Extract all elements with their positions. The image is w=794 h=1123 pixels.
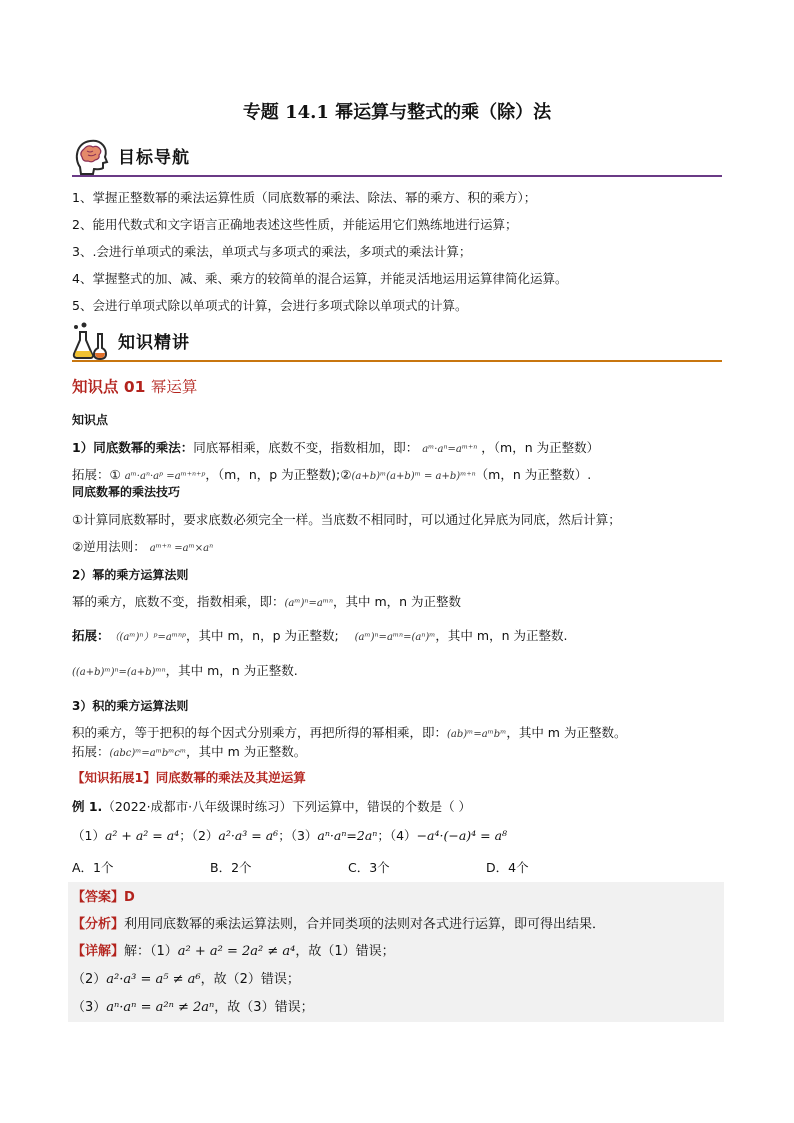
extension-title: 【知识拓展1】同底数幂的乘法及其逆运算: [72, 770, 306, 785]
example-source: （2022·成都市·八年级课时练习）下列运算中，错误的个数是（ ）: [102, 799, 472, 814]
condition: ，其中 m 为正整数。: [506, 725, 627, 740]
detail-text: （3）: [72, 1000, 107, 1015]
formula: a² + a² = 2a² ≠ a⁴: [177, 944, 296, 959]
answer-value: D: [124, 890, 135, 905]
option-a: A．1个: [72, 860, 114, 875]
goal-item: 5、会进行单项式除以单项式的计算，会进行多项式除以单项式的计算。: [72, 298, 468, 313]
formula: a²·a³ = a⁶: [218, 828, 279, 843]
formula: −a⁴·(−a)⁴ = a⁸: [416, 828, 508, 843]
rule-2: [72, 592, 461, 610]
condition: ，其中 m 为正整数。: [186, 744, 307, 759]
analysis-line: [72, 913, 605, 932]
detail-tag: 【详解】: [72, 944, 125, 959]
item-num: ；（3）: [278, 828, 318, 843]
rule-2-text: 幂的乘方，底数不变，指数相乘，即：: [72, 594, 285, 609]
item-num: ；（2）: [179, 828, 219, 843]
option-b: B．2个: [210, 860, 252, 875]
detail-text: ，故（2）错误；: [200, 972, 300, 987]
condition: （m，n 为正整数）.: [475, 467, 592, 482]
tip-1: ①计算同底数幂时，要求底数必须完全一样。当底数不相同时，可以通过化异底为同底，然后计算；: [72, 512, 621, 527]
extension-4: [72, 742, 306, 760]
answer-line: [72, 886, 135, 905]
lab-flask-icon: [72, 322, 112, 360]
rule-1-cond: ，（m，n 为正整数）: [481, 440, 600, 455]
section-header-knowledge: [72, 322, 722, 358]
kp-label: 知识点: [72, 413, 109, 427]
page-title: 专题 14.1 幂运算与整式的乘（除）法: [242, 102, 552, 123]
formula: （(aᵐ)ⁿ）ᵖ=aᵐⁿᵖ: [109, 632, 186, 643]
formula: (ab)ᵐ=aᵐbᵐ: [447, 729, 507, 740]
rule-2-heading: 2）幂的乘方运算法则: [72, 568, 189, 582]
extension-1: [72, 465, 591, 483]
tip-lead: ②逆用法则：: [72, 539, 146, 554]
option-d: D．4个: [486, 860, 529, 875]
detail-line-1: [72, 940, 395, 959]
extension-3: [72, 661, 298, 679]
option-c: C．3个: [348, 860, 390, 875]
detail-text: ，故（3）错误；: [214, 1000, 314, 1015]
example-items: [72, 826, 507, 844]
answer-tag: 【答案】: [72, 890, 125, 905]
rule-1-head: 1）同底数幂的乘法：: [72, 440, 194, 455]
section-header-nav: [72, 137, 722, 173]
condition: ，其中 m，n 为正整数.: [435, 628, 568, 643]
formula: aᵐ·aⁿ·aᵖ =aᵐ⁺ⁿ⁺ᵖ: [124, 471, 206, 482]
detail-text: （2）: [72, 972, 107, 987]
formula: (a+b)ᵐ(a+b)ᵐ = a+b)ᵐ⁺ⁿ: [351, 471, 476, 482]
detail-text: ，故（1）错误；: [295, 944, 395, 959]
formula: aⁿ·aⁿ=2aⁿ: [317, 828, 378, 843]
divider: [72, 175, 722, 177]
ext-lead: 拓展：: [72, 744, 110, 759]
detail-text: 解：（1）: [124, 944, 178, 959]
rule-1-formula: aᵐ·aⁿ=aᵐ⁺ⁿ: [422, 444, 478, 455]
detail-line-2: [72, 968, 300, 987]
formula: a² + a² = a⁴: [104, 828, 180, 843]
knowledge-point-title: [72, 375, 197, 397]
item-num: （1）: [72, 828, 105, 843]
divider: [72, 360, 722, 362]
analysis-text: 利用同底数幂的乘法运算法则，合并同类项的法则对各式进行运算，即可得出结果．: [124, 917, 606, 932]
analysis-tag: 【分析】: [72, 917, 125, 932]
kp-number: 知识点 01: [72, 378, 146, 396]
kp-name: 幂运算: [150, 378, 198, 396]
tips-heading: 同底数幂的乘法技巧: [72, 485, 181, 499]
brain-head-icon: [72, 137, 112, 175]
condition: ，其中 m，n 为正整数.: [165, 663, 298, 678]
rule-3: [72, 723, 626, 741]
item-num: ；（4）: [377, 828, 417, 843]
extension-2: [72, 626, 567, 644]
detail-line-3: [72, 996, 314, 1015]
example-1: [72, 797, 471, 815]
goal-item: 2、能用代数式和文字语言正确地表述这些性质，并能运用它们熟练地进行运算；: [72, 217, 518, 232]
section-label-nav: 目标导航: [118, 148, 190, 168]
example-lead: 例 1.: [72, 799, 103, 814]
condition: ，（m，n，p 为正整数);②: [205, 467, 352, 482]
rule-3-heading: 3）积的乘方运算法则: [72, 699, 189, 713]
ext-lead: 拓展：①: [72, 467, 121, 482]
formula: aⁿ·aⁿ = a²ⁿ ≠ 2aⁿ: [106, 1000, 215, 1015]
rule-3-text: 积的乘方，等于把积的每个因式分别乘方，再把所得的幂相乘，即：: [72, 725, 448, 740]
section-label-knowledge: 知识精讲: [118, 333, 190, 353]
goal-item: 1、掌握正整数幂的乘法运算性质（同底数幂的乘法、除法、幂的乘方、积的乘方）；: [72, 190, 537, 205]
formula: a²·a³ = a⁵ ≠ a⁶: [106, 972, 201, 987]
formula: (aᵐ)ⁿ=aᵐⁿ: [284, 598, 333, 609]
formula: ((a+b)ᵐ)ⁿ=(a+b)ᵐⁿ: [72, 667, 166, 678]
rule-1: [72, 438, 599, 456]
goal-item: 3、.会进行单项式的乘法，单项式与多项式的乘法，多项式的乘法计算；: [72, 244, 472, 259]
formula: (aᵐ)ⁿ=aᵐⁿ=(aⁿ)ᵐ: [354, 632, 436, 643]
rule-1-text: 同底幂相乘，底数不变，指数相加，即：: [193, 440, 419, 455]
formula: (abc)ᵐ=aᵐbᵐcᵐ: [109, 748, 187, 759]
goal-item: 4、掌握整式的加、减、乘、乘方的较简单的混合运算，并能灵活地运用运算律简化运算。: [72, 271, 568, 286]
ext-lead: 拓展：: [72, 628, 110, 643]
tip-2: [72, 537, 213, 555]
condition: ，其中 m，n，p 为正整数;: [186, 628, 339, 643]
condition: ，其中 m，n 为正整数: [333, 594, 462, 609]
formula: aᵐ⁺ⁿ =aᵐ×aⁿ: [149, 543, 214, 554]
